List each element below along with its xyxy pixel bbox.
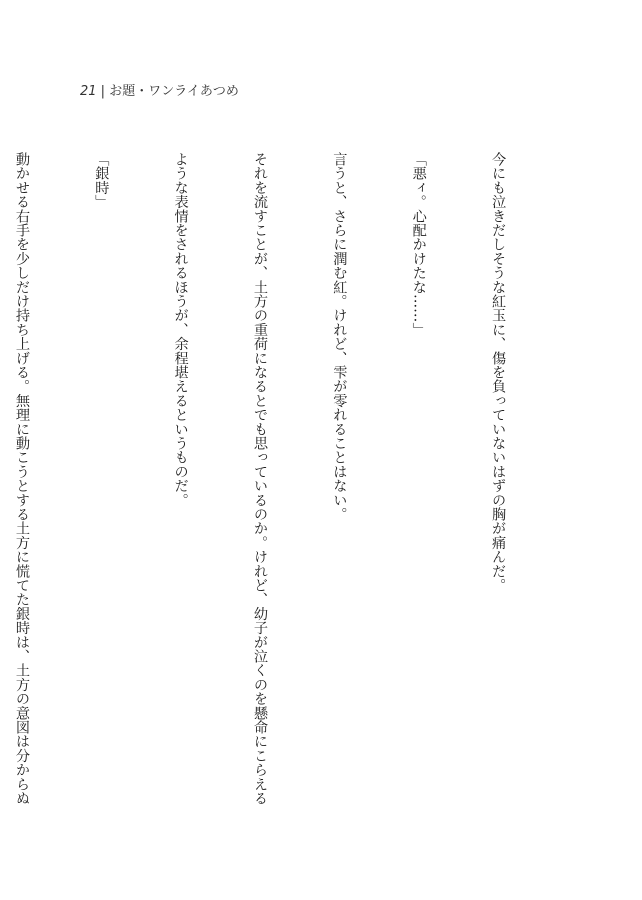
text-line: 言うと、さらに潤む紅。けれど、雫が零れることはない。 [331, 152, 348, 522]
text-line: それを流すことが、土方の重荷になるとでも思っているのか。けれど、幼子が泣くのを懸命にこらえる [252, 152, 269, 806]
running-header [80, 84, 239, 100]
vertical-body-text [0, 152, 564, 806]
page-number: 21 [80, 84, 97, 99]
header-separator: | [96, 84, 110, 99]
text-line: 「悪ィ。心配かけたな……」 [410, 152, 427, 337]
text-line: 「銀時」 [93, 152, 110, 209]
text-line: 今にも泣きだしそうな紅玉に、傷を負っていないはずの胸が痛んだ。 [490, 152, 507, 593]
text-line: ような表情をされるほうが、余程堪えるというものだ。 [172, 152, 189, 507]
text-line: 動かせる右手を少しだけ持ち上げる。無理に動こうとする土方に慌てた銀時は、土方の意図は分からぬ [13, 152, 30, 806]
book-title: お題・ワンライあつめ [109, 84, 239, 99]
